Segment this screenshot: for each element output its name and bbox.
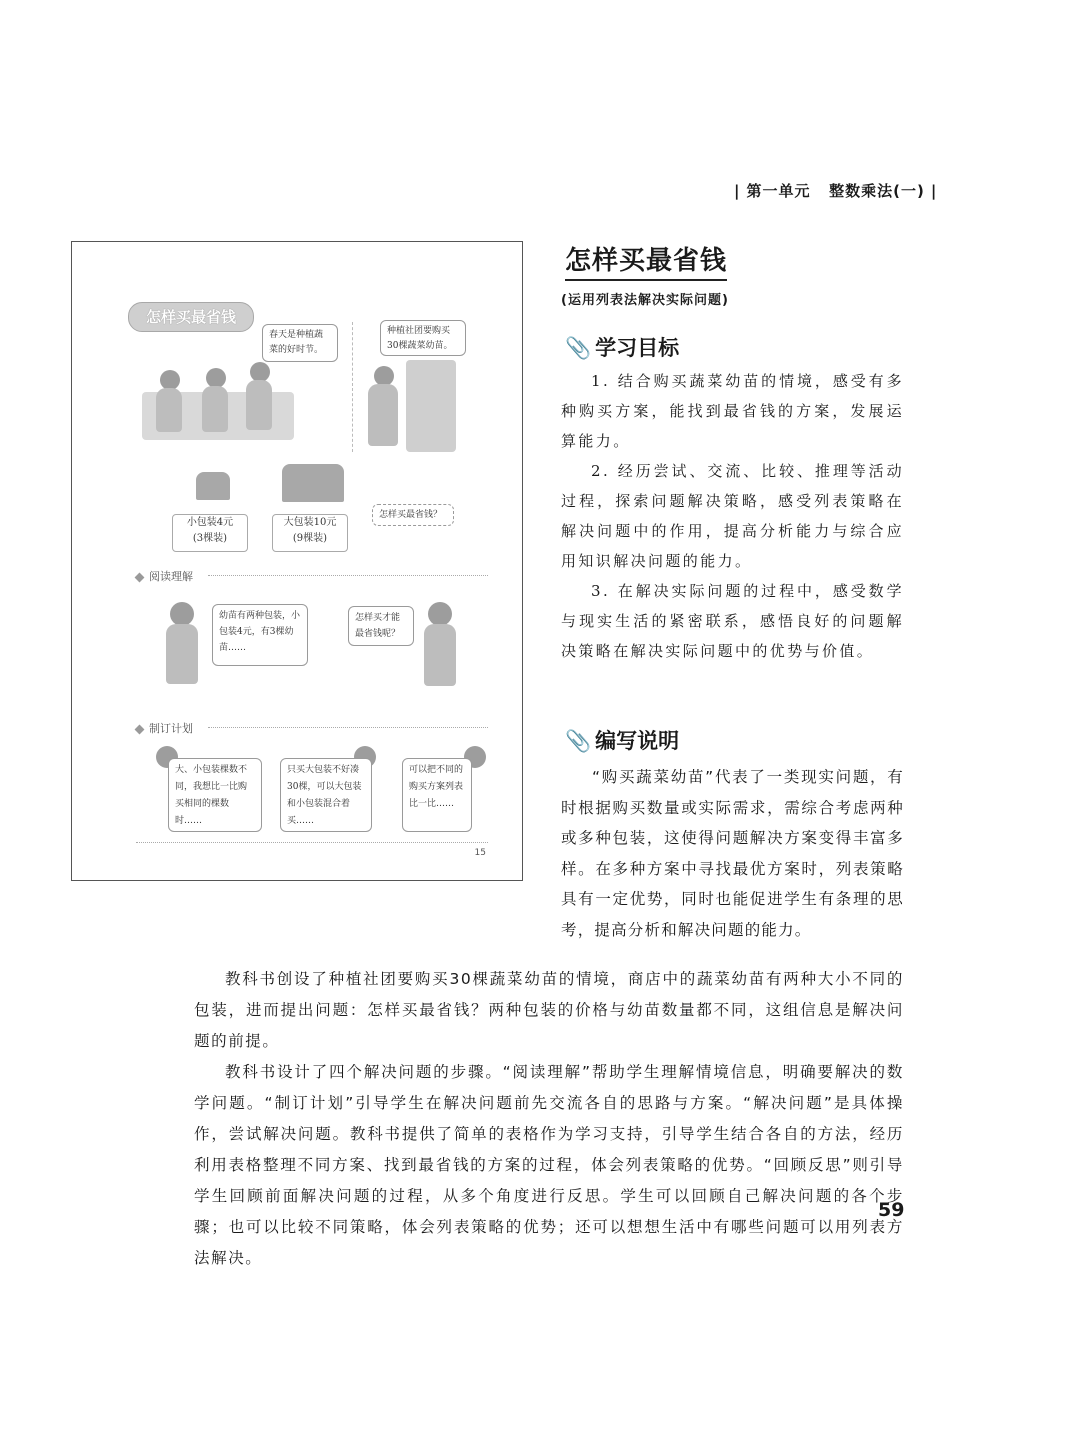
child-head-1 bbox=[160, 370, 180, 390]
boy-head-right bbox=[428, 602, 452, 626]
goal-item: 3. 在解决实际问题的过程中，感受数学与现实生活的紧密联系，感悟良好的问题解决策略在解决实际问题中的优势与价值。 bbox=[561, 582, 904, 660]
plan-rule bbox=[208, 727, 488, 728]
diamond-icon bbox=[135, 572, 145, 582]
speech-bubble-spring: 春天是种植蔬菜的好时节。 bbox=[262, 324, 338, 362]
body-paragraph: 教科书创设了种植社团要购买30棵蔬菜幼苗的情境，商店中的蔬菜幼苗有两种大小不同的包装，进而提出问题：怎样买最省钱？两种包装的价格与幼苗数量都不同，这组信息是解决问题的前提。 bbox=[194, 970, 904, 1050]
reading-bubble-1: 幼苗有两种包装，小包装4元，有3棵幼苗…… bbox=[212, 604, 308, 666]
child-head-2 bbox=[206, 368, 226, 388]
textbook-page-inset bbox=[71, 241, 523, 881]
notes-heading-label: 编写说明 bbox=[595, 729, 680, 753]
speech-bubble-club: 种植社团要购买30棵蔬菜幼苗。 bbox=[380, 320, 466, 356]
child-figure-1 bbox=[156, 388, 182, 432]
child-figure-3 bbox=[246, 380, 272, 430]
boy-figure-right bbox=[424, 624, 456, 686]
paperclip-icon: 📎 bbox=[565, 729, 592, 753]
goal-item: 2. 经历尝试、交流、比较、推理等活动过程，探索问题解决策略，感受列表策略在解决问题中的作用，提高分析能力与综合应用知识解决问题的能力。 bbox=[561, 462, 904, 570]
small-pack-label bbox=[172, 514, 248, 552]
scene-divider bbox=[352, 322, 353, 452]
body-text bbox=[194, 964, 904, 1274]
diamond-icon bbox=[135, 724, 145, 734]
boy-figure-left bbox=[166, 624, 198, 684]
large-pack-count: (9棵装) bbox=[292, 533, 328, 544]
girl-head bbox=[374, 366, 394, 386]
large-pack-label bbox=[272, 514, 348, 552]
plan-bubble-1: 大、小包装棵数不同，我想比一比购买相同的棵数时…… bbox=[168, 758, 262, 832]
reading-rule bbox=[208, 575, 488, 576]
plan-bottom-rule bbox=[136, 842, 488, 843]
notes-block bbox=[561, 762, 904, 945]
goals-heading bbox=[565, 332, 679, 362]
section-plan bbox=[136, 720, 193, 736]
unit-label: 第一单元 bbox=[746, 182, 811, 200]
body-paragraph: 教科书设计了四个解决问题的步骤。“阅读理解”帮助学生理解情境信息，明确要解决的数学问题。“制订计划”引导学生在解决问题前先交流各自的思路与方案。“解决问题”是具体操作，尝试解决问题。教科书提供了简单的表格作为学习支持，引导学生结合各自的方法，经历利用表格整理不同方案、找到最省钱的方案的过程，体会列表策略的优势。“回顾反思”则引导学生回顾前面解决问题的过程，从多个角度进行反思。学生可以回顾自己解决问题的各个步骤；也可以比较不同策略，体会列表策略的优势；还可以想想生活中有哪些问题可以用列表方法解决。 bbox=[194, 1063, 904, 1267]
question-bubble: 怎样买最省钱？ bbox=[372, 504, 454, 526]
section-reading-label: 阅读理解 bbox=[149, 570, 193, 583]
inset-page-number: 15 bbox=[474, 848, 486, 858]
goals-heading-label: 学习目标 bbox=[595, 336, 680, 360]
running-header: | 第一单元 整数乘法(一) | bbox=[734, 182, 938, 200]
notes-paragraph: “购买蔬菜幼苗”代表了一类现实问题，有时根据购买数量或实际需求，需综合考虑两种或多种包装，这使得问题解决方案变得丰富多样。在多种方案中寻找最优方案时，列表策略具有一定优势，同时也能促进学生有条理的思考，提高分析和解决问题的能力。 bbox=[561, 768, 904, 939]
lesson-subtitle: (运用列表法解决实际问题) bbox=[561, 293, 729, 308]
inset-banner: 怎样买最省钱 bbox=[128, 302, 254, 332]
plan-bubble-2: 只买大包装不好凑30棵，可以大包装和小包装混合着买…… bbox=[280, 758, 372, 832]
large-pack-seedlings bbox=[282, 464, 344, 502]
child-figure-2 bbox=[202, 386, 228, 432]
page-number: 59 bbox=[878, 1199, 905, 1221]
lesson-title: 怎样买最省钱 bbox=[565, 240, 727, 281]
section-plan-label: 制订计划 bbox=[149, 722, 193, 735]
section-reading bbox=[136, 568, 193, 584]
small-pack-price: 小包装4元 bbox=[186, 517, 234, 528]
small-pack-seedlings bbox=[196, 472, 230, 500]
notes-heading bbox=[565, 725, 679, 755]
child-head-3 bbox=[250, 362, 270, 382]
girl-figure bbox=[368, 384, 398, 446]
goals-list bbox=[561, 366, 904, 666]
large-pack-price: 大包装10元 bbox=[283, 517, 337, 528]
small-pack-count: (3棵装) bbox=[192, 533, 228, 544]
boy-head-left bbox=[170, 602, 194, 626]
unit-topic: 整数乘法(一) bbox=[829, 182, 925, 200]
seedling-shelf-illustration bbox=[406, 360, 456, 452]
paperclip-icon: 📎 bbox=[565, 336, 592, 360]
goal-item: 1. 结合购买蔬菜幼苗的情境，感受有多种购买方案，能找到最省钱的方案，发展运算能力。 bbox=[561, 372, 904, 450]
reading-bubble-2: 怎样买才能最省钱呢？ bbox=[348, 606, 414, 646]
plan-bubble-3: 可以把不同的购买方案列表比一比…… bbox=[402, 758, 472, 832]
